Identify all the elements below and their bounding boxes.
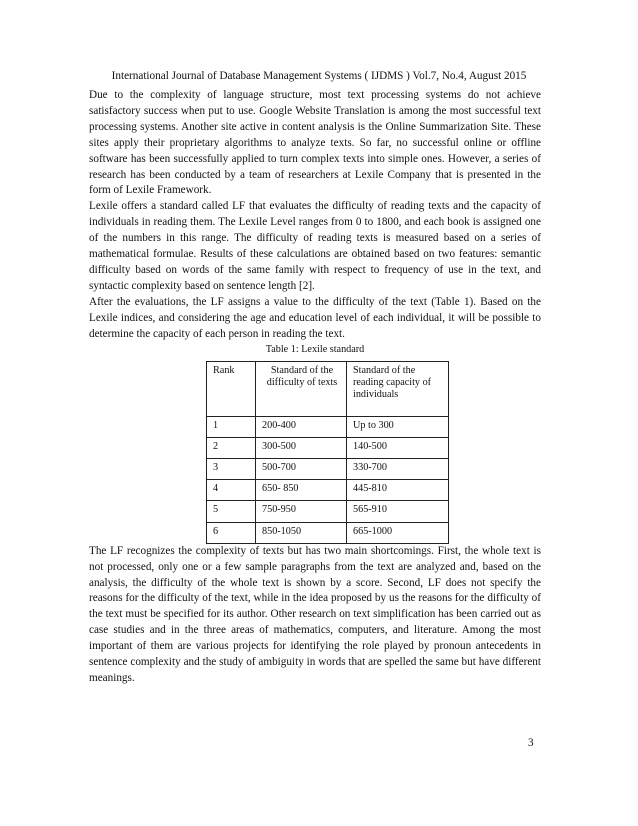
cell-rank: 4 — [207, 480, 256, 501]
header-text-difficulty: Standard of the difficulty of texts — [256, 361, 347, 416]
cell-difficulty: 500-700 — [256, 458, 347, 479]
cell-rank: 1 — [207, 416, 256, 437]
table-row — [207, 522, 449, 543]
table-row — [207, 437, 449, 458]
cell-difficulty: 200-400 — [256, 416, 347, 437]
cell-capacity: 445-810 — [347, 480, 449, 501]
cell-difficulty: 650- 850 — [256, 480, 347, 501]
cell-rank: 2 — [207, 437, 256, 458]
lexile-standard-table — [206, 361, 449, 544]
table-row — [207, 480, 449, 501]
paragraph-lexile-standard: Lexile offers a standard called LF that evaluates the difficulty of reading texts and the capacity of individuals in reading them. The Lexile Level ranges from 0 to 1800, and each book is assigned one of the numbers in this range. The difficulty of reading texts is measured based on a series of mathematical formulae. Results of these calculations are obtained based on two features: semantic difficulty based on words of the same family with respect to frequency of use in the text, and syntactic complexity based on sentence length [2]. — [89, 200, 541, 292]
header-reading-capacity: Standard of the reading capacity of individuals — [347, 361, 449, 416]
cell-rank: 3 — [207, 458, 256, 479]
paragraph-lf-shortcomings: The LF recognizes the complexity of texts but has two main shortcomings. First, the whole text is not processed, only one or a few sample paragraphs from the text are analyzed and, based on the analysis, the difficulty of the whole text is shown by a score. Second, LF does not specify the reasons for the difficulty of the text, while in the idea proposed by us the reasons for the difficulty of the text must be specified for its author. Other research on text simplification has been carried out as case studies and in the three areas of mathematics, computers, and literature. Among the most important of them are various projects for identifying the role played by pronoun antecedents in sentence complexity and the study of ambiguity in words that are spelled the same but have different meanings. — [89, 544, 541, 684]
cell-rank: 5 — [207, 501, 256, 522]
table-caption: Table 1: Lexile standard — [265, 343, 365, 355]
header-rank: Rank — [207, 361, 256, 416]
table-row — [207, 416, 449, 437]
cell-difficulty: 850-1050 — [256, 522, 347, 543]
cell-capacity: 140-500 — [347, 437, 449, 458]
article-body — [89, 88, 541, 687]
table-header-row — [207, 361, 449, 416]
cell-capacity: 330-700 — [347, 458, 449, 479]
running-header: International Journal of Database Management Systems ( IJDMS ) Vol.7, No.4, August 2015 — [111, 70, 527, 82]
cell-capacity: Up to 300 — [347, 416, 449, 437]
cell-difficulty: 750-950 — [256, 501, 347, 522]
cell-capacity: 665-1000 — [347, 522, 449, 543]
page-number: 3 — [528, 737, 534, 749]
cell-rank: 6 — [207, 522, 256, 543]
cell-difficulty: 300-500 — [256, 437, 347, 458]
paragraph-lf-evaluation: After the evaluations, the LF assigns a value to the difficulty of the text (Table 1). Based on the Lexile indices, and considering the age and education level of each individual, it will be possible to determine the capacity of each person in reading the text. — [89, 295, 541, 340]
table-row — [207, 501, 449, 522]
table-row — [207, 458, 449, 479]
cell-capacity: 565-910 — [347, 501, 449, 522]
paragraph-intro: Due to the complexity of language structure, most text processing systems do not achieve satisfactory success when put to use. Google Website Translation is among the most successful text processing systems. Another site active in content analysis is the Online Summarization Site. These sites apply their proprietary algorithms to analyze texts. So far, no successful online or offline software has been successfully applied to turn complex texts into simple ones. However, a series of research has been conducted by a team of researchers at Lexile Company that is presented in the form of Lexile Framework. — [89, 89, 541, 197]
